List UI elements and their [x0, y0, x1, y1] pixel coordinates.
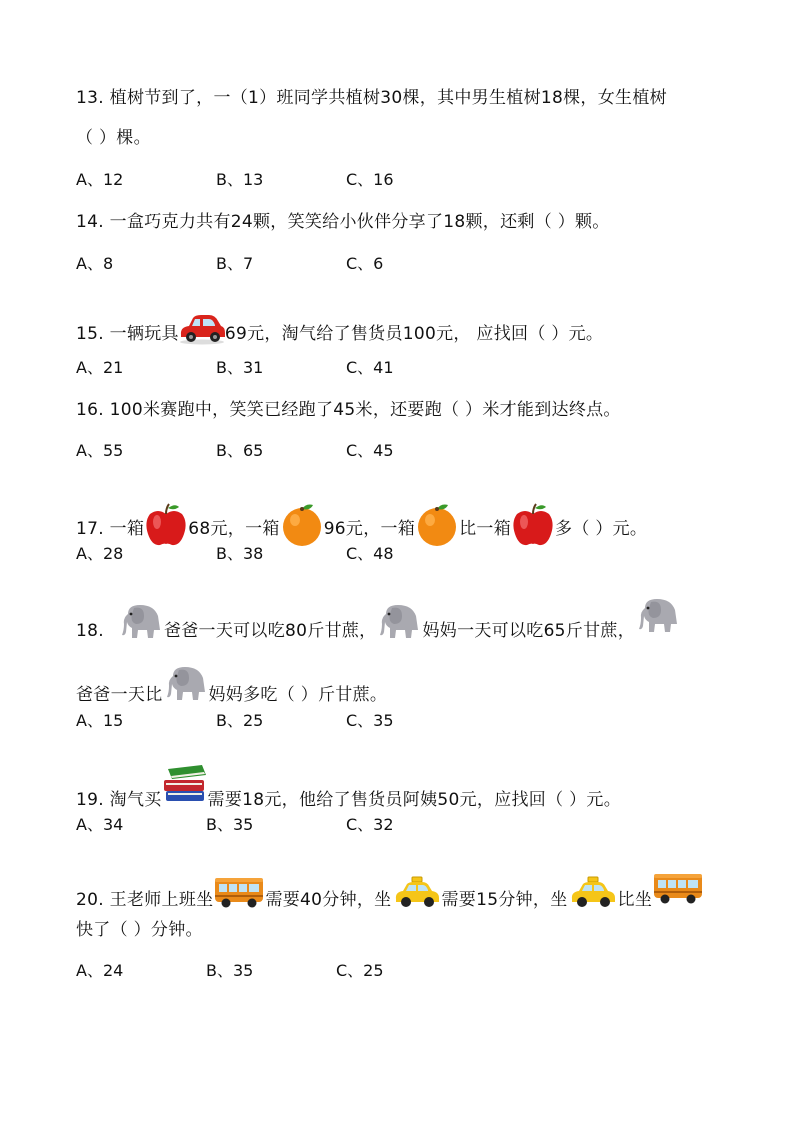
q17-seg4: 比一箱 — [459, 519, 512, 539]
q16-option-c: C、45 — [346, 441, 394, 460]
question-20-line2: 快了（ ）分钟。 — [76, 920, 203, 940]
q17-option-b: B、38 — [216, 544, 264, 563]
q17-seg1: 17. 一箱 — [76, 519, 145, 539]
q19-option-c: C、32 — [346, 815, 394, 834]
red-toy-car-icon — [177, 311, 227, 345]
q20-seg3: 需要15分钟，坐 — [441, 890, 568, 910]
q15-seg1: 15. 一辆玩具 — [76, 324, 179, 344]
q13-option-c: C、16 — [346, 170, 394, 189]
q18-option-a: A、15 — [76, 711, 124, 730]
q13-option-b: B、13 — [216, 170, 264, 189]
orange-fruit-icon — [280, 502, 324, 548]
q14-option-a: A、8 — [76, 254, 114, 273]
q18-seg5: 妈妈多吃（ ）斤甘蔗。 — [208, 685, 388, 705]
q18-seg2: 爸爸一天可以吃80斤甘蔗， — [163, 621, 377, 641]
q19-option-b: B、35 — [206, 815, 254, 834]
taxi-icon — [568, 875, 618, 909]
question-14-text: 14. 一盒巧克力共有24颗，笑笑给小伙伴分享了18颗，还剩（ ）颗。 — [76, 212, 610, 232]
orange-fruit-icon — [415, 502, 459, 548]
q15-seg2: 69元，淘气给了售货员100元， 应找回（ ）元。 — [224, 324, 604, 344]
q15-option-b: B、31 — [216, 358, 264, 377]
q18-option-c: C、35 — [346, 711, 394, 730]
q20-option-c: C、25 — [336, 961, 384, 980]
q20-option-a: A、24 — [76, 961, 124, 980]
q20-option-b: B、35 — [206, 961, 254, 980]
q15-option-a: A、21 — [76, 358, 124, 377]
question-13-text: 13. 植树节到了，一（1）班同学共植树30棵，其中男生植树18棵，女生植树 — [76, 88, 667, 108]
red-apple-icon — [144, 502, 188, 548]
q18-seg4: 爸爸一天比 — [76, 685, 163, 705]
q19-seg1: 19. 淘气买 — [76, 790, 162, 810]
stack-of-books-icon — [162, 761, 208, 807]
q13-option-a: A、12 — [76, 170, 124, 189]
q20-seg4: 比坐 — [617, 890, 653, 910]
question-15-text — [76, 317, 603, 351]
q19-option-a: A、34 — [76, 815, 124, 834]
q14-option-c: C、6 — [346, 254, 384, 273]
q17-seg3: 96元，一箱 — [323, 519, 416, 539]
question-16-text: 16. 100米赛跑中，笑笑已经跑了45米，还要跑（ ）米才能到达终点。 — [76, 400, 621, 420]
bus-icon — [652, 870, 704, 906]
question-13-blank-line: （ ）棵。 — [76, 128, 151, 148]
q20-seg1: 20. 王老师上班坐 — [76, 890, 214, 910]
q16-option-a: A、55 — [76, 441, 124, 460]
q18-option-b: B、25 — [216, 711, 264, 730]
q18-seg1: 18. — [76, 621, 104, 641]
q18-seg3: 妈妈一天可以吃65斤甘蔗， — [422, 621, 635, 641]
elephant-icon — [635, 594, 681, 636]
q17-option-a: A、28 — [76, 544, 124, 563]
red-apple-icon — [511, 502, 555, 548]
q15-option-c: C、41 — [346, 358, 394, 377]
question-20-text — [76, 882, 704, 918]
elephant-icon — [163, 662, 209, 704]
q14-option-b: B、7 — [216, 254, 254, 273]
q17-seg2: 68元，一箱 — [188, 519, 280, 539]
q20-seg2: 需要40分钟，坐 — [265, 890, 392, 910]
q17-option-c: C、48 — [346, 544, 394, 563]
taxi-icon — [392, 875, 442, 909]
bus-icon — [213, 874, 265, 910]
elephant-icon — [376, 600, 422, 642]
q16-option-b: B、65 — [216, 441, 264, 460]
question-18-text — [76, 610, 681, 652]
elephant-icon — [118, 600, 164, 642]
q17-seg5: 多（ ）元。 — [555, 519, 648, 539]
q19-seg2: 需要18元，他给了售货员阿姨50元，应找回（ ）元。 — [207, 790, 622, 810]
